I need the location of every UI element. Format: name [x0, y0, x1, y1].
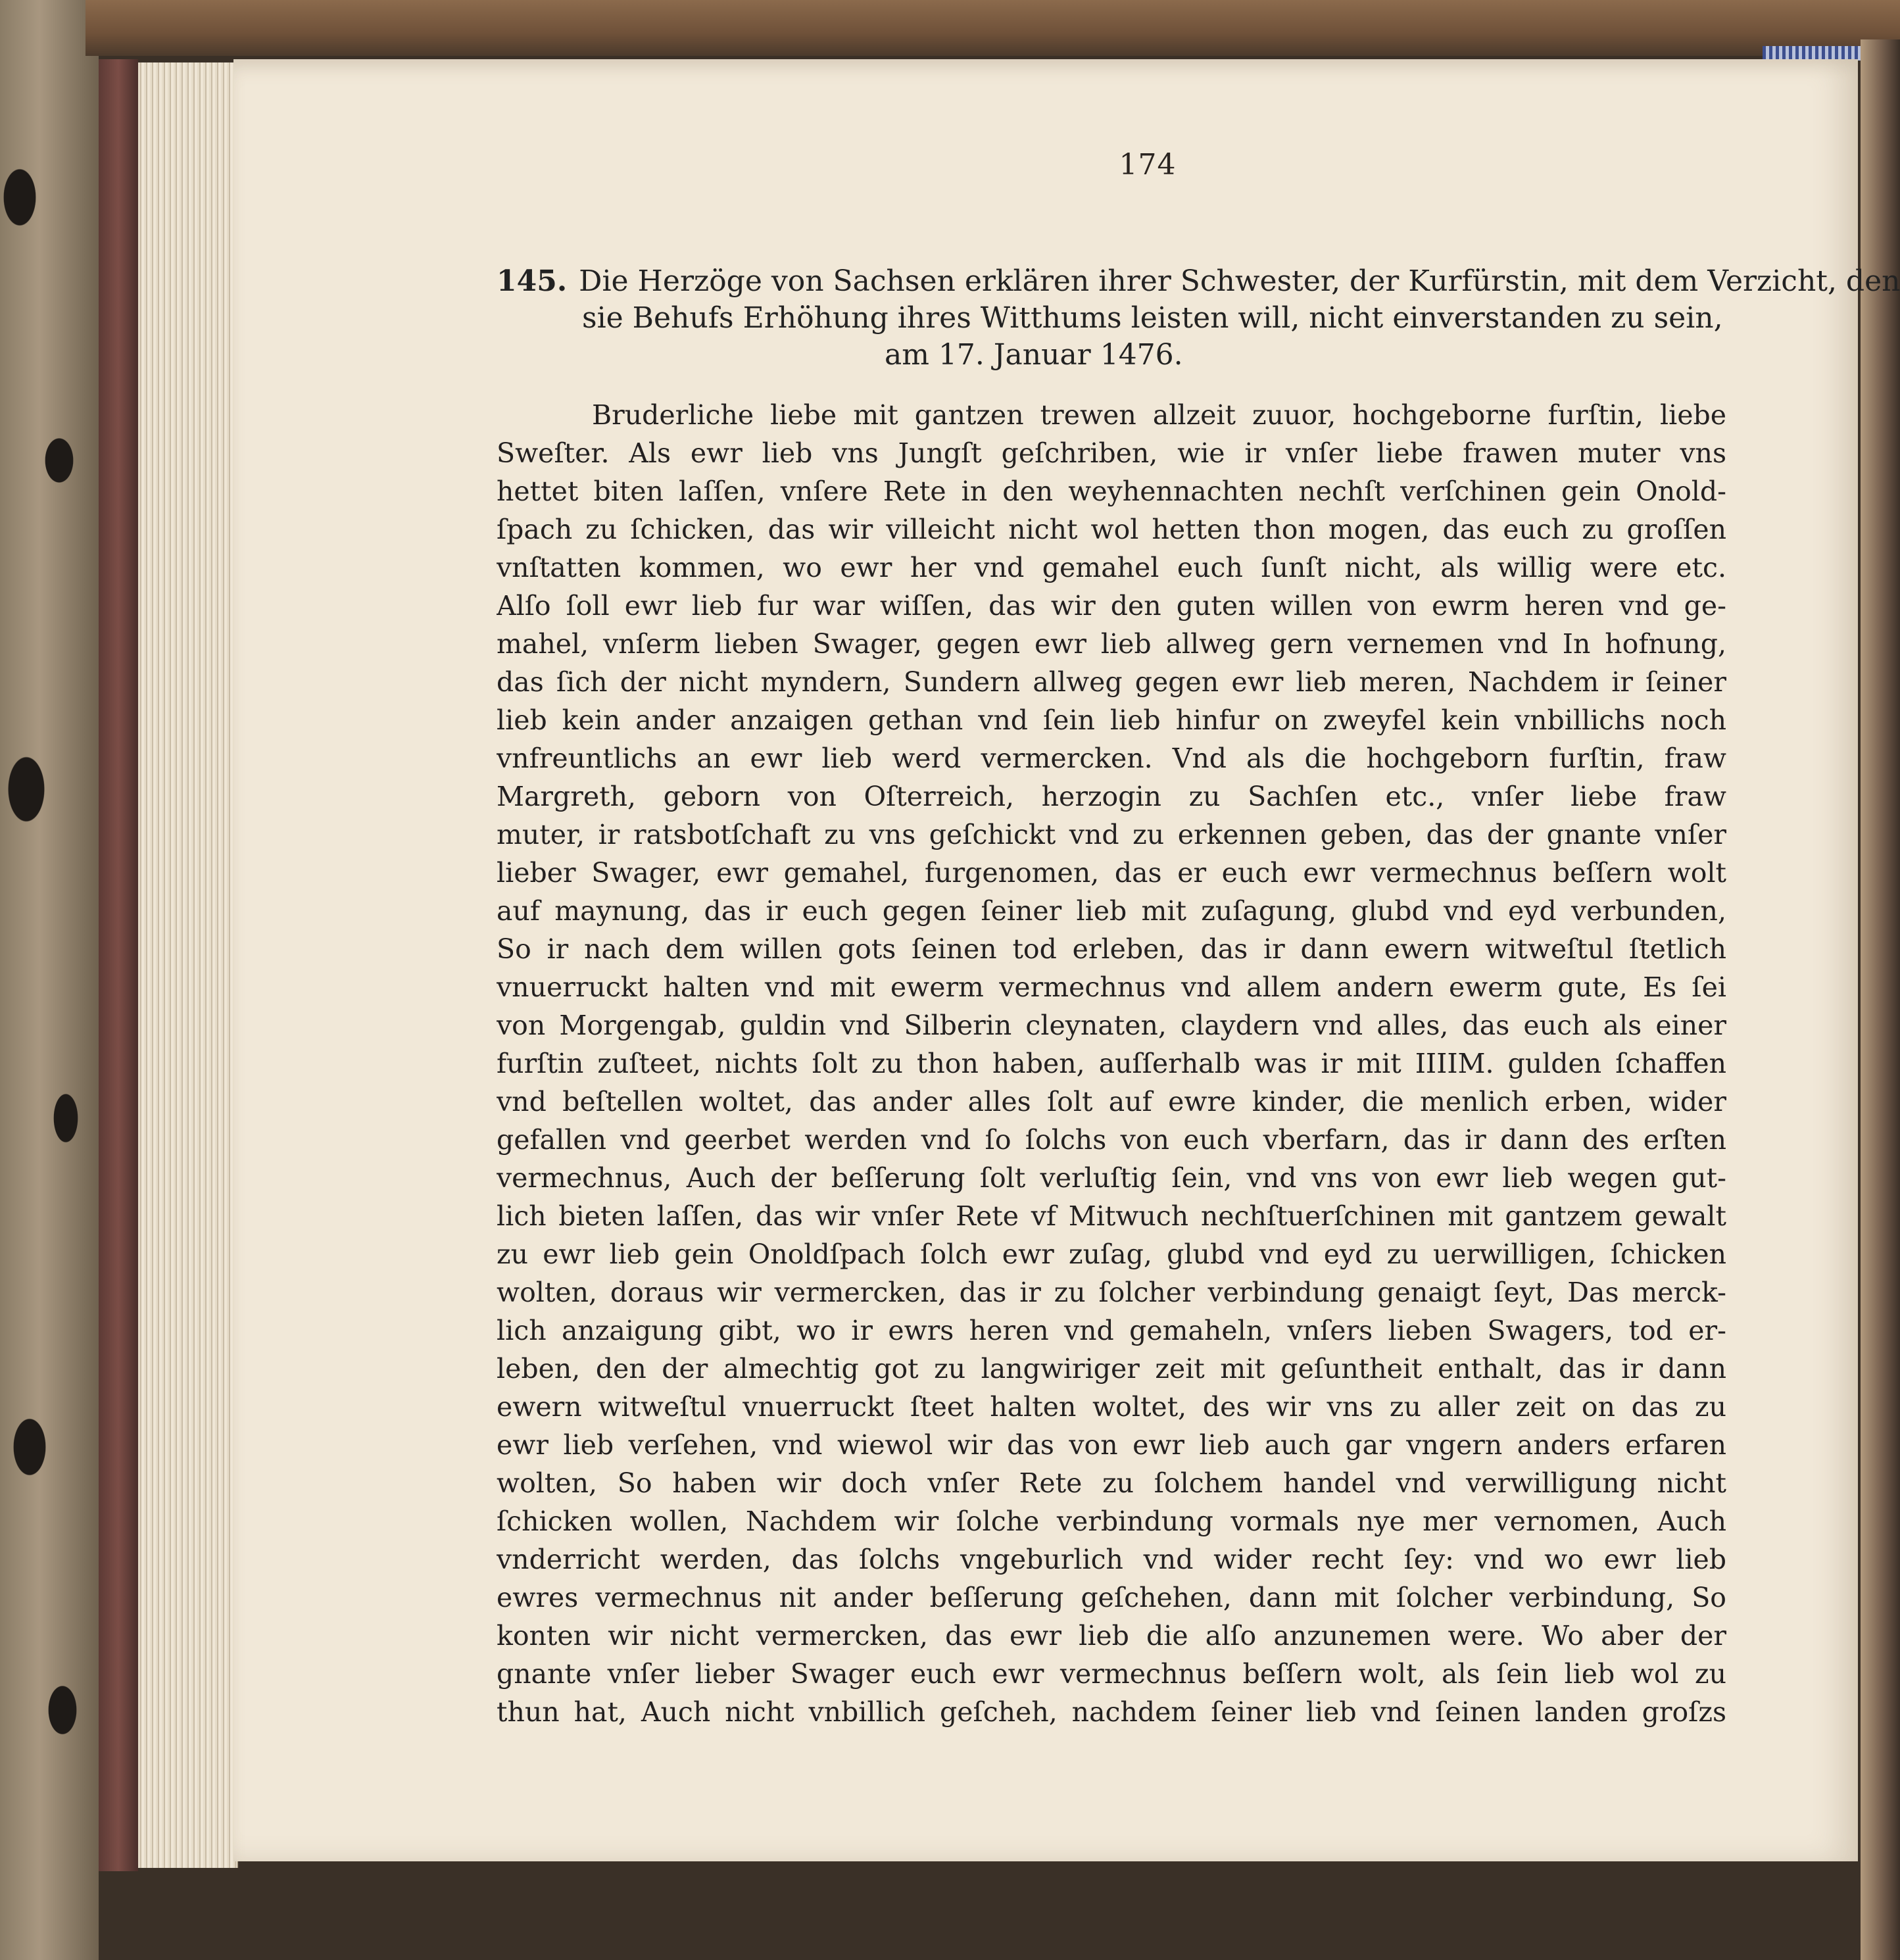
body-line: hettet biten laſſen, vnſere Rete in den weyhennachten nechſt verſchinen gein Onold- — [497, 476, 1726, 507]
body-line: vnfreuntlichs an ewr lieb werd vermercken. Vnd als die hochgeborn furſtin, fraw — [497, 743, 1726, 774]
heading-line-1 — [497, 263, 1900, 300]
heading-line-2: sie Behufs Erhöhung ihres Witthums leisten will, nicht einverstanden zu sein, — [582, 301, 1723, 335]
heading-text-1: Die Herzöge von Sachsen erklären ihrer Schwester, der Kurfürstin, mit dem Verzicht, den — [579, 264, 1900, 298]
body-line: mahel, vnſerm lieben Swager, gegen ewr lieb allweg gern vernemen vnd In hofnung, — [497, 628, 1726, 660]
body-line: lich anzaigung gibt, wo ir ewrs heren vnd gemaheln, vnſers lieben Swagers, tod er- — [497, 1315, 1726, 1346]
body-line: leben, den der almechtig got zu langwiriger zeit mit geſuntheit enthalt, das ir dann — [497, 1353, 1726, 1384]
document-heading — [497, 263, 1900, 374]
body-line: gnante vnſer lieber Swager euch ewr vermechnus beſſern wolt, als ſein lieb wol zu — [497, 1658, 1726, 1690]
body-line: ſpach zu ſchicken, das wir villeicht nicht wol hetten thon mogen, das euch zu groſſen — [497, 514, 1726, 545]
body-line: lieber Swager, ewr gemahel, furgenomen, das er euch ewr vermechnus beſſern wolt — [497, 857, 1726, 889]
body-line: vnuerruckt halten vnd mit ewerm vermechnus vnd allem andern ewerm gute, Es ſei — [497, 971, 1726, 1003]
body-line: Sweſter. Als ewr lieb vns Jungſt geſchriben, wie ir vnſer liebe frawen muter vns — [497, 437, 1726, 469]
body-line: das ſich der nicht myndern, Sundern allweg gegen ewr lieb meren, Nachdem ir ſeiner — [497, 666, 1726, 698]
body-line: Margreth, geborn von Oſterreich, herzogin zu Sachſen etc., vnſer liebe fraw — [497, 781, 1726, 812]
page-number: 174 — [1119, 148, 1177, 182]
letter-body — [497, 396, 1726, 1731]
book-page — [233, 59, 1900, 1861]
body-line: thun hat, Auch nicht vnbillich geſcheh, nachdem ſeiner lieb vnd ſeinen landen groſzs — [497, 1696, 1726, 1728]
body-line: lieb kein ander anzaigen gethan vnd ſein lieb hinfur on zweyfel kein vnbillichs noch — [497, 704, 1726, 736]
body-line: So ir nach dem willen gots ſeinen tod erleben, das ir dann ewern witweſtul ſtetlich — [497, 933, 1726, 965]
body-line: auf maynung, das ir euch gegen ſeiner lieb mit zuſagung, glubd vnd eyd verbunden, — [497, 895, 1726, 927]
body-line: gefallen vnd geerbet werden vnd ſo ſolchs von euch vberfarn, das ir dann des erſten — [497, 1124, 1726, 1156]
page-stack-edges — [138, 62, 238, 1868]
body-line: Bruderliche liebe mit gantzen trewen allzeit zuuor, hochgeborne furſtin, liebe — [592, 399, 1726, 431]
body-line: furſtin zuſteet, nichts ſolt zu thon haben, auſſerhalb was ir mit IIIIM. gulden ſchaffen — [497, 1048, 1726, 1079]
body-line: muter, ir ratsbotſchaft zu vns geſchickt vnd zu erkennen geben, das der gnante vnſer — [497, 819, 1726, 850]
body-line: ewr lieb verſehen, vnd wiewol wir das von ewr lieb auch gar vngern anders erfaren — [497, 1429, 1726, 1461]
body-line: lich bieten laſſen, das wir vnſer Rete vf Mitwuch nechſtuerſchinen mit gantzem gewalt — [497, 1200, 1726, 1232]
body-line: vnſtatten kommen, wo ewr her vnd gemahel euch ſunſt nicht, als willig were etc. — [497, 552, 1726, 583]
right-cover-edge — [1861, 39, 1900, 1960]
body-line: konten wir nicht vermercken, das ewr lieb die alſo anzunemen were. Wo aber der — [497, 1620, 1726, 1652]
heading-date: am 17. Januar 1476. — [885, 338, 1183, 372]
body-line: vnd beſtellen woltet, das ander alles ſolt auf ewre kinder, die menlich erben, wider — [497, 1086, 1726, 1117]
body-line: vermechnus, Auch der beſſerung ſolt verluſtig ſein, vnd vns von ewr lieb wegen gut- — [497, 1162, 1726, 1194]
cover-top-edge — [85, 0, 1900, 56]
marbled-cover — [0, 0, 99, 1960]
body-line: Alſo ſoll ewr lieb fur war wiſſen, das wir den guten willen von ewrm heren vnd ge- — [497, 590, 1726, 622]
leather-binding — [99, 59, 138, 1871]
body-line: ewres vermechnus nit ander beſſerung geſchehen, dann mit ſolcher verbindung, So — [497, 1582, 1726, 1613]
body-line: ewern witweſtul vnuerruckt ſteet halten woltet, des wir vns zu aller zeit on das zu — [497, 1391, 1726, 1423]
body-line: von Morgengab, guldin vnd Silberin cleynaten, claydern vnd alles, das euch als einer — [497, 1010, 1726, 1041]
body-line: zu ewr lieb gein Onoldſpach ſolch ewr zuſag, glubd vnd eyd zu uerwilligen, ſchicken — [497, 1238, 1726, 1270]
body-line: ſchicken wollen, Nachdem wir ſolche verbindung vormals nye mer vernomen, Auch — [497, 1506, 1726, 1537]
body-line: vnderricht werden, das ſolchs vngeburlich vnd wider recht ſey: vnd wo ewr lieb — [497, 1544, 1726, 1575]
body-line: wolten, So haben wir doch vnſer Rete zu ſolchem handel vnd verwilligung nicht — [497, 1467, 1726, 1499]
document-number: 145. — [497, 264, 568, 298]
body-line: wolten, doraus wir vermercken, das ir zu ſolcher verbindung genaigt ſeyt, Das merck- — [497, 1277, 1726, 1308]
